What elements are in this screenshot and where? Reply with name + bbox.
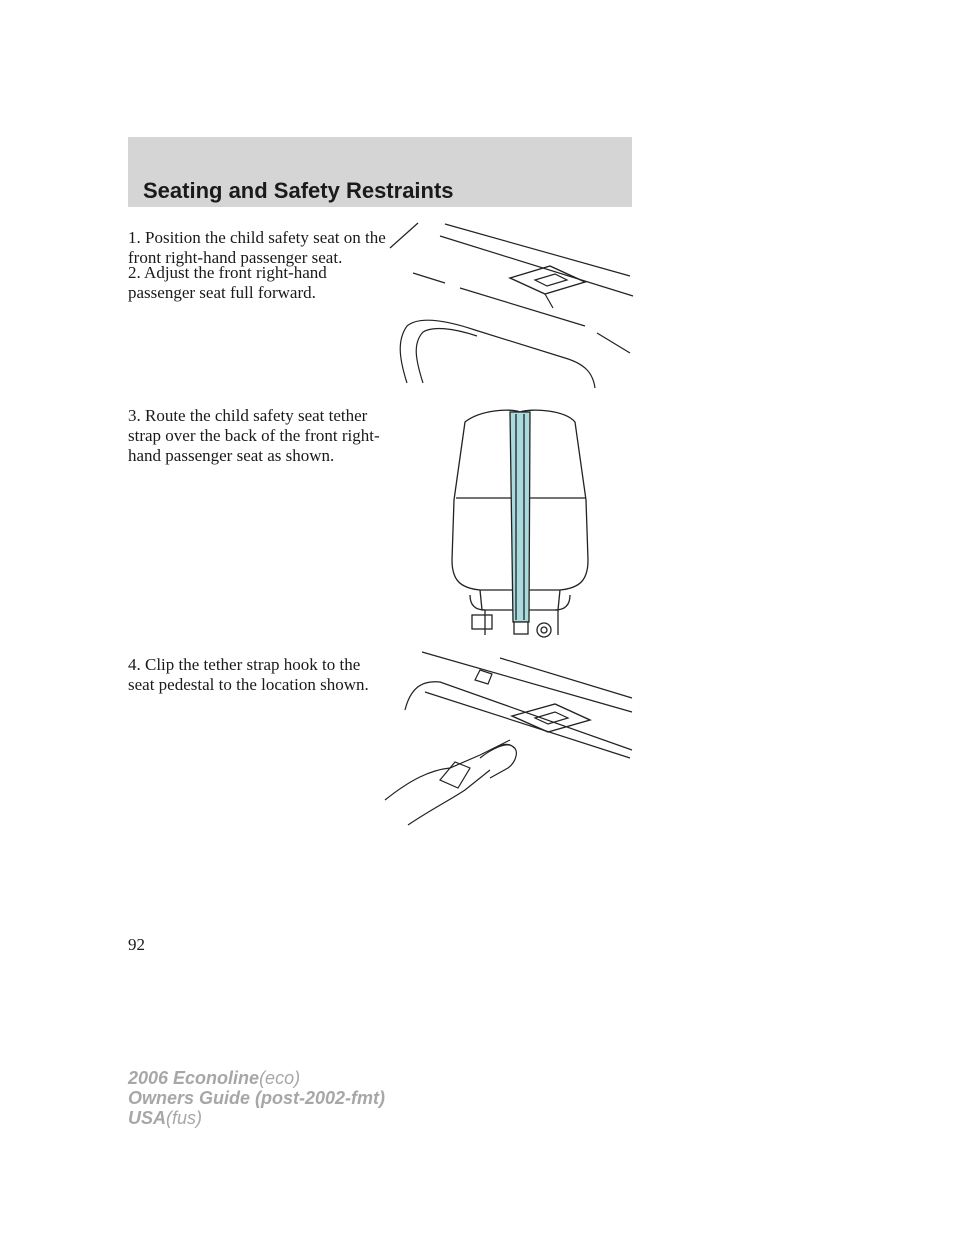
section-title: Seating and Safety Restraints [143,178,454,203]
tether-hook-illustration [380,650,635,830]
seatback-with-tether-illustration [440,400,600,645]
footer-line-1: 2006 Econoline(eco) [128,1068,301,1088]
step-3-text: 3. Route the child safety seat tether strap over the back of the front right-hand passenger seat as shown. [128,406,380,465]
footer-line-3: USA(fus) [128,1108,203,1128]
step-4-text: 4. Clip the tether strap hook to the seat pedestal to the location shown. [128,655,369,694]
step-2-text: 2. Adjust the front right-hand passenger seat full forward. [128,263,327,302]
seat-pedestal-illustration [385,218,635,393]
document-footer [128,1068,385,1128]
footer-line-2: Owners Guide (post-2002-fmt) [128,1088,386,1108]
page-number: 92 [128,935,145,954]
step-1-text: 1. Position the child safety seat on the front right-hand passenger seat. [128,228,386,267]
